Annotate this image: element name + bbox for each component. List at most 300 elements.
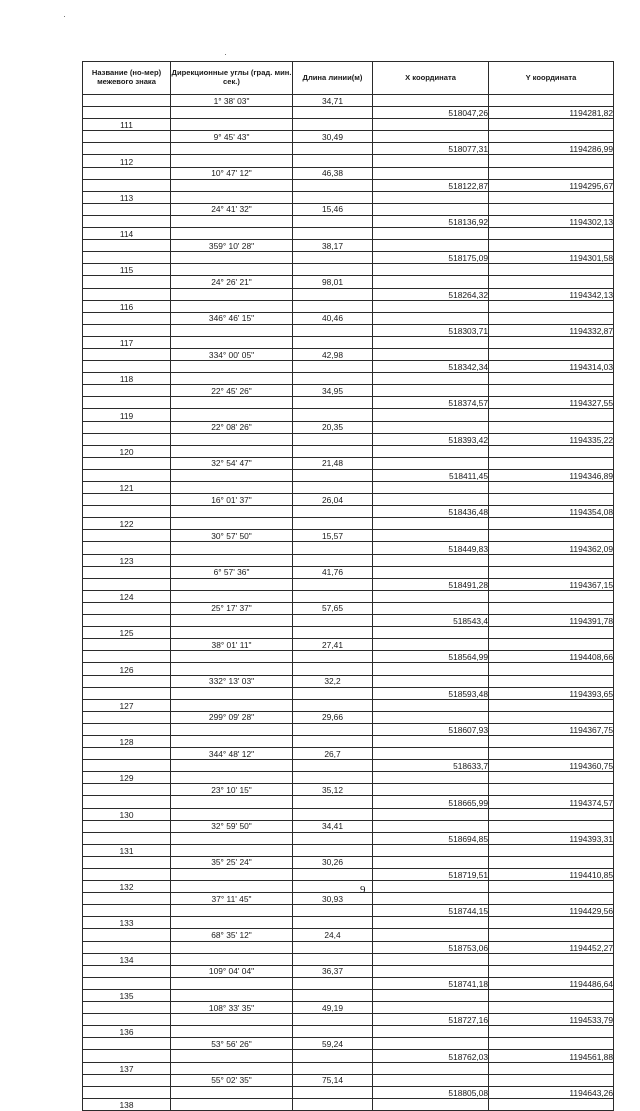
- point-name-cell: 135: [83, 989, 171, 1001]
- length-cell: 34,41: [293, 820, 373, 832]
- table-row: [83, 276, 614, 288]
- angle-cell: 37° 11' 45": [171, 893, 293, 905]
- point-name-cell: 121: [83, 482, 171, 494]
- empty-cell: [373, 772, 489, 784]
- y-coordinate-cell: 1194327,55: [489, 397, 614, 409]
- empty-cell: [293, 953, 373, 965]
- table-row: [83, 602, 614, 614]
- empty-cell: [489, 119, 614, 131]
- table-row: [83, 566, 614, 578]
- empty-cell: [171, 1050, 293, 1062]
- x-coordinate-cell: 518762,03: [373, 1050, 489, 1062]
- empty-cell: [171, 687, 293, 699]
- length-cell: 35,12: [293, 784, 373, 796]
- length-cell: 57,65: [293, 602, 373, 614]
- x-coordinate-cell: 518665,99: [373, 796, 489, 808]
- empty-cell: [293, 373, 373, 385]
- angle-cell: 53° 56' 26": [171, 1038, 293, 1050]
- empty-cell: [293, 1098, 373, 1110]
- point-name-cell: 130: [83, 808, 171, 820]
- x-coordinate-cell: 518744,15: [373, 905, 489, 917]
- length-cell: 75,14: [293, 1074, 373, 1086]
- length-cell: 20,35: [293, 421, 373, 433]
- empty-cell: [373, 457, 489, 469]
- y-coordinate-cell: 1194367,75: [489, 723, 614, 735]
- empty-cell: [293, 1062, 373, 1074]
- empty-cell: [293, 143, 373, 155]
- empty-cell: [489, 155, 614, 167]
- empty-cell: [83, 276, 171, 288]
- empty-cell: [293, 119, 373, 131]
- empty-cell: [293, 554, 373, 566]
- angle-cell: 22° 08' 26": [171, 421, 293, 433]
- empty-cell: [373, 264, 489, 276]
- empty-cell: [489, 203, 614, 215]
- y-coordinate-cell: 1194533,79: [489, 1014, 614, 1026]
- empty-cell: [489, 264, 614, 276]
- empty-cell: [171, 977, 293, 989]
- empty-cell: [489, 191, 614, 203]
- empty-cell: [171, 191, 293, 203]
- empty-cell: [489, 1062, 614, 1074]
- empty-cell: [171, 578, 293, 590]
- table-row: [83, 203, 614, 215]
- empty-cell: [373, 566, 489, 578]
- empty-cell: [489, 893, 614, 905]
- angle-cell: 24° 26' 21": [171, 276, 293, 288]
- empty-cell: [373, 929, 489, 941]
- scan-speck: [225, 54, 226, 55]
- angle-cell: 299° 09' 28": [171, 711, 293, 723]
- empty-cell: [293, 760, 373, 772]
- empty-cell: [83, 1050, 171, 1062]
- empty-cell: [171, 506, 293, 518]
- table-row: [83, 748, 614, 760]
- empty-cell: [83, 615, 171, 627]
- table-row: [83, 893, 614, 905]
- empty-cell: [293, 1026, 373, 1038]
- y-coordinate-cell: 1194360,75: [489, 760, 614, 772]
- empty-cell: [171, 590, 293, 602]
- empty-cell: [171, 361, 293, 373]
- angle-cell: 9° 45' 43": [171, 131, 293, 143]
- point-name-cell: 112: [83, 155, 171, 167]
- point-name-cell: 133: [83, 917, 171, 929]
- header-angles: Дирекционные углы (град. мин. сек.): [171, 62, 293, 95]
- empty-cell: [83, 651, 171, 663]
- empty-cell: [83, 929, 171, 941]
- empty-cell: [293, 578, 373, 590]
- header-x: Х координата: [373, 62, 489, 95]
- empty-cell: [83, 675, 171, 687]
- empty-cell: [83, 348, 171, 360]
- empty-cell: [489, 881, 614, 893]
- empty-cell: [293, 264, 373, 276]
- table-row: [83, 711, 614, 723]
- empty-cell: [489, 602, 614, 614]
- x-coordinate-cell: 518374,57: [373, 397, 489, 409]
- point-name-cell: 134: [83, 953, 171, 965]
- length-cell: 30,26: [293, 856, 373, 868]
- empty-cell: [293, 482, 373, 494]
- empty-cell: [171, 336, 293, 348]
- empty-cell: [171, 832, 293, 844]
- angle-cell: 23° 10' 15": [171, 784, 293, 796]
- table-row: [83, 651, 614, 663]
- empty-cell: [171, 300, 293, 312]
- empty-cell: [171, 1086, 293, 1098]
- empty-cell: [171, 554, 293, 566]
- empty-cell: [83, 506, 171, 518]
- table-row: [83, 675, 614, 687]
- angle-cell: 359° 10' 28": [171, 240, 293, 252]
- empty-cell: [171, 107, 293, 119]
- empty-cell: [489, 675, 614, 687]
- point-name-cell: 129: [83, 772, 171, 784]
- empty-cell: [83, 421, 171, 433]
- angle-cell: 6° 57' 36": [171, 566, 293, 578]
- table-row: [83, 312, 614, 324]
- empty-cell: [293, 228, 373, 240]
- page-number: 9: [360, 884, 366, 896]
- header-name: Название (но-мер) межевого знака: [83, 62, 171, 95]
- y-coordinate-cell: 1194393,31: [489, 832, 614, 844]
- table-row: [83, 1074, 614, 1086]
- point-name-cell: 117: [83, 336, 171, 348]
- empty-cell: [373, 1026, 489, 1038]
- empty-cell: [83, 711, 171, 723]
- angle-cell: 35° 25' 24": [171, 856, 293, 868]
- angle-cell: 22° 45' 26": [171, 385, 293, 397]
- empty-cell: [373, 131, 489, 143]
- empty-cell: [489, 95, 614, 107]
- empty-cell: [171, 699, 293, 711]
- empty-cell: [293, 869, 373, 881]
- empty-cell: [293, 506, 373, 518]
- empty-cell: [373, 421, 489, 433]
- table-row: [83, 167, 614, 179]
- point-name-cell: 119: [83, 409, 171, 421]
- empty-cell: [171, 905, 293, 917]
- empty-cell: [489, 240, 614, 252]
- empty-cell: [293, 1014, 373, 1026]
- empty-cell: [83, 977, 171, 989]
- y-coordinate-cell: 1194286,99: [489, 143, 614, 155]
- empty-cell: [489, 445, 614, 457]
- table-row: [83, 179, 614, 191]
- empty-cell: [293, 191, 373, 203]
- empty-cell: [489, 784, 614, 796]
- table-row: [83, 433, 614, 445]
- empty-cell: [171, 433, 293, 445]
- angle-cell: 108° 33' 35": [171, 1002, 293, 1014]
- table-row: [83, 240, 614, 252]
- table-row: [83, 735, 614, 747]
- empty-cell: [83, 796, 171, 808]
- empty-cell: [489, 748, 614, 760]
- length-cell: 46,38: [293, 167, 373, 179]
- angle-cell: 68° 35' 12": [171, 929, 293, 941]
- angle-cell: 344° 48' 12": [171, 748, 293, 760]
- x-coordinate-cell: 518727,16: [373, 1014, 489, 1026]
- empty-cell: [83, 1074, 171, 1086]
- point-name-cell: 111: [83, 119, 171, 131]
- empty-cell: [293, 663, 373, 675]
- empty-cell: [373, 856, 489, 868]
- empty-cell: [171, 397, 293, 409]
- table-row: [83, 409, 614, 421]
- empty-cell: [171, 1014, 293, 1026]
- empty-cell: [373, 95, 489, 107]
- empty-cell: [373, 784, 489, 796]
- point-name-cell: 124: [83, 590, 171, 602]
- empty-cell: [489, 385, 614, 397]
- empty-cell: [373, 917, 489, 929]
- empty-cell: [83, 723, 171, 735]
- empty-cell: [373, 373, 489, 385]
- table-row: [83, 796, 614, 808]
- header-length: Длина линии(м): [293, 62, 373, 95]
- empty-cell: [83, 385, 171, 397]
- empty-cell: [171, 252, 293, 264]
- empty-cell: [293, 252, 373, 264]
- angle-cell: 30° 57' 50": [171, 530, 293, 542]
- table-row: [83, 989, 614, 1001]
- empty-cell: [83, 856, 171, 868]
- table-row: [83, 482, 614, 494]
- table-row: [83, 228, 614, 240]
- empty-cell: [489, 844, 614, 856]
- y-coordinate-cell: 1194367,15: [489, 578, 614, 590]
- y-coordinate-cell: 1194332,87: [489, 324, 614, 336]
- empty-cell: [83, 748, 171, 760]
- empty-cell: [373, 735, 489, 747]
- empty-cell: [83, 905, 171, 917]
- point-name-cell: 125: [83, 627, 171, 639]
- point-name-cell: 136: [83, 1026, 171, 1038]
- table-row: [83, 1062, 614, 1074]
- empty-cell: [83, 107, 171, 119]
- x-coordinate-cell: 518564,99: [373, 651, 489, 663]
- empty-cell: [373, 627, 489, 639]
- x-coordinate-cell: 518175,09: [373, 252, 489, 264]
- empty-cell: [293, 1086, 373, 1098]
- table-row: [83, 820, 614, 832]
- empty-cell: [293, 518, 373, 530]
- empty-cell: [373, 348, 489, 360]
- empty-cell: [171, 288, 293, 300]
- x-coordinate-cell: 518411,45: [373, 469, 489, 481]
- empty-cell: [171, 651, 293, 663]
- empty-cell: [373, 602, 489, 614]
- table-row: [83, 373, 614, 385]
- point-name-cell: 113: [83, 191, 171, 203]
- table-row: [83, 663, 614, 675]
- empty-cell: [489, 989, 614, 1001]
- angle-cell: 346° 46' 15": [171, 312, 293, 324]
- empty-cell: [83, 687, 171, 699]
- empty-cell: [171, 881, 293, 893]
- empty-cell: [171, 1026, 293, 1038]
- empty-cell: [293, 409, 373, 421]
- length-cell: 49,19: [293, 1002, 373, 1014]
- table-row: [83, 953, 614, 965]
- empty-cell: [373, 1074, 489, 1086]
- y-coordinate-cell: 1194374,57: [489, 796, 614, 808]
- length-cell: 32,2: [293, 675, 373, 687]
- empty-cell: [83, 252, 171, 264]
- x-coordinate-cell: 518122,87: [373, 179, 489, 191]
- empty-cell: [293, 772, 373, 784]
- empty-cell: [293, 735, 373, 747]
- table-row: [83, 361, 614, 373]
- empty-cell: [489, 336, 614, 348]
- empty-cell: [293, 651, 373, 663]
- length-cell: 98,01: [293, 276, 373, 288]
- y-coordinate-cell: 1194335,22: [489, 433, 614, 445]
- empty-cell: [489, 530, 614, 542]
- empty-cell: [293, 300, 373, 312]
- empty-cell: [171, 723, 293, 735]
- empty-cell: [83, 542, 171, 554]
- header-y: Y координата: [489, 62, 614, 95]
- empty-cell: [489, 131, 614, 143]
- table-body: [83, 95, 614, 1111]
- length-cell: 29,66: [293, 711, 373, 723]
- table-row: [83, 554, 614, 566]
- table-row: [83, 977, 614, 989]
- table-row: [83, 699, 614, 711]
- empty-cell: [373, 844, 489, 856]
- empty-cell: [489, 409, 614, 421]
- empty-cell: [171, 844, 293, 856]
- table-row: [83, 760, 614, 772]
- empty-cell: [293, 977, 373, 989]
- empty-cell: [373, 312, 489, 324]
- empty-cell: [373, 1098, 489, 1110]
- empty-cell: [171, 1062, 293, 1074]
- y-coordinate-cell: 1194393,65: [489, 687, 614, 699]
- x-coordinate-cell: 518633,7: [373, 760, 489, 772]
- empty-cell: [171, 215, 293, 227]
- empty-cell: [83, 469, 171, 481]
- angle-cell: 55° 02' 35": [171, 1074, 293, 1086]
- angle-cell: 10° 47' 12": [171, 167, 293, 179]
- empty-cell: [171, 989, 293, 1001]
- empty-cell: [489, 808, 614, 820]
- length-cell: 34,95: [293, 385, 373, 397]
- table-row: [83, 941, 614, 953]
- empty-cell: [293, 615, 373, 627]
- empty-cell: [489, 953, 614, 965]
- y-coordinate-cell: 1194561,88: [489, 1050, 614, 1062]
- point-name-cell: 115: [83, 264, 171, 276]
- table-row: [83, 131, 614, 143]
- empty-cell: [489, 627, 614, 639]
- table-row: [83, 639, 614, 651]
- table-row: [83, 336, 614, 348]
- empty-cell: [373, 300, 489, 312]
- empty-cell: [171, 772, 293, 784]
- empty-cell: [293, 917, 373, 929]
- empty-cell: [489, 639, 614, 651]
- table-row: [83, 421, 614, 433]
- empty-cell: [83, 494, 171, 506]
- y-coordinate-cell: 1194314,03: [489, 361, 614, 373]
- y-coordinate-cell: 1194342,13: [489, 288, 614, 300]
- empty-cell: [83, 1086, 171, 1098]
- empty-cell: [293, 699, 373, 711]
- length-cell: 24,4: [293, 929, 373, 941]
- empty-cell: [293, 796, 373, 808]
- table-row: [83, 929, 614, 941]
- empty-cell: [83, 433, 171, 445]
- angle-cell: 32° 59' 50": [171, 820, 293, 832]
- empty-cell: [489, 820, 614, 832]
- y-coordinate-cell: 1194486,64: [489, 977, 614, 989]
- empty-cell: [293, 215, 373, 227]
- y-coordinate-cell: 1194301,58: [489, 252, 614, 264]
- empty-cell: [293, 288, 373, 300]
- empty-cell: [83, 288, 171, 300]
- point-name-cell: 138: [83, 1098, 171, 1110]
- empty-cell: [373, 482, 489, 494]
- empty-cell: [373, 554, 489, 566]
- table-row: [83, 1086, 614, 1098]
- length-cell: 36,37: [293, 965, 373, 977]
- empty-cell: [293, 905, 373, 917]
- table-row: [83, 155, 614, 167]
- empty-cell: [293, 179, 373, 191]
- empty-cell: [489, 566, 614, 578]
- x-coordinate-cell: 518342,34: [373, 361, 489, 373]
- x-coordinate-cell: 518077,31: [373, 143, 489, 155]
- table-row: [83, 530, 614, 542]
- empty-cell: [171, 179, 293, 191]
- empty-cell: [83, 869, 171, 881]
- empty-cell: [171, 324, 293, 336]
- point-name-cell: 132: [83, 881, 171, 893]
- empty-cell: [171, 155, 293, 167]
- angle-cell: 334° 00' 05": [171, 348, 293, 360]
- table-row: [83, 687, 614, 699]
- empty-cell: [489, 300, 614, 312]
- empty-cell: [373, 336, 489, 348]
- point-name-cell: 114: [83, 228, 171, 240]
- empty-cell: [489, 1098, 614, 1110]
- empty-cell: [293, 542, 373, 554]
- y-coordinate-cell: 1194408,66: [489, 651, 614, 663]
- table-row: [83, 905, 614, 917]
- empty-cell: [293, 445, 373, 457]
- x-coordinate-cell: 518719,51: [373, 869, 489, 881]
- y-coordinate-cell: 1194429,56: [489, 905, 614, 917]
- empty-cell: [373, 530, 489, 542]
- length-cell: 21,48: [293, 457, 373, 469]
- angle-cell: 1° 38' 03": [171, 95, 293, 107]
- x-coordinate-cell: 518607,93: [373, 723, 489, 735]
- empty-cell: [373, 820, 489, 832]
- empty-cell: [373, 989, 489, 1001]
- length-cell: 26,7: [293, 748, 373, 760]
- empty-cell: [373, 155, 489, 167]
- empty-cell: [83, 240, 171, 252]
- table-row: [83, 627, 614, 639]
- table-row: [83, 95, 614, 107]
- table-row: [83, 300, 614, 312]
- empty-cell: [373, 953, 489, 965]
- empty-cell: [489, 373, 614, 385]
